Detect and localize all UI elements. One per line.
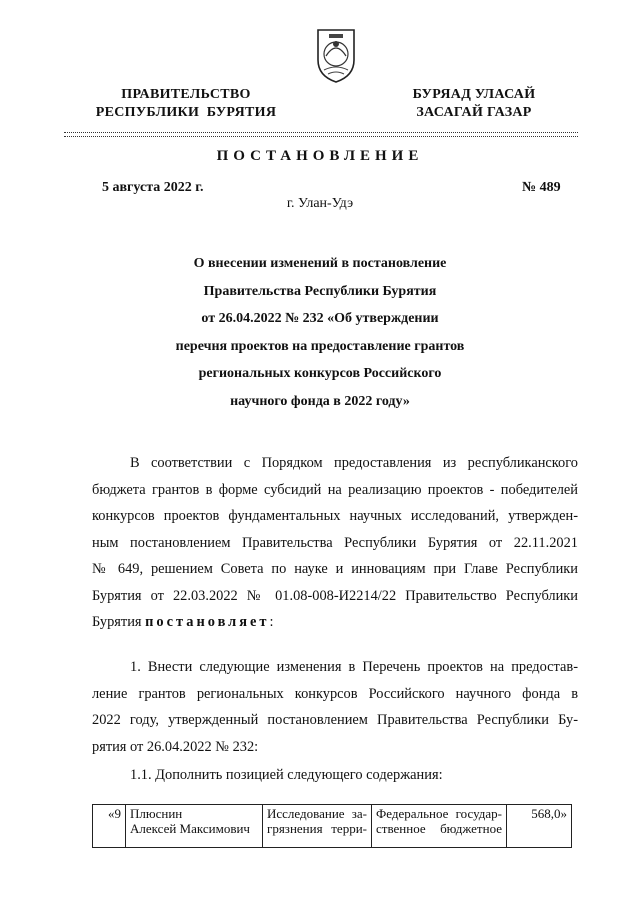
preamble-line: ным постановлением Правительства Республики Бурятия от 22.11.2021	[92, 534, 578, 551]
preamble-line: № 649, решением Совета по науке и инновациям при Главе Республики	[92, 561, 578, 577]
resolves-word: постановляет	[145, 614, 270, 630]
subject-line: перечня проектов на предоставление грантов	[175, 338, 465, 354]
name-line: Алексей Максимович	[130, 821, 250, 836]
table-cell-project	[263, 805, 372, 848]
table-row	[93, 805, 572, 848]
preamble-line: бюджета грантов в форме субсидий на реализацию проектов - победителей	[92, 481, 578, 498]
header-left	[86, 86, 286, 122]
item-1-1-line: 1.1. Дополнить позицией следующего содержания:	[130, 767, 443, 783]
table-cell-name	[126, 805, 263, 848]
org-line: ственное бюджетное	[376, 821, 502, 836]
subject-line: от 26.04.2022 № 232 «Об утверждении	[201, 311, 439, 327]
item-1-line: рятия от 26.04.2022 № 232:	[92, 738, 259, 755]
item-1-line: 1. Внести следующие изменения в Перечень проектов на предостав-	[130, 659, 578, 675]
republic-emblem-icon	[314, 26, 358, 84]
item-1-paragraph	[92, 654, 578, 760]
preamble-line: Бурятия от 22.03.2022 № 01.08-008-И2214/22 Правительство Республики	[92, 587, 578, 604]
table-cell-amount: 568,0»	[507, 805, 572, 848]
preamble-last-suffix: :	[269, 614, 274, 630]
subject-line: научного фонда в 2022 году»	[230, 393, 410, 409]
header-right	[400, 86, 548, 122]
header-divider-bottom	[64, 136, 578, 137]
org-line: Федеральное государ-	[376, 806, 502, 821]
preamble-last-prefix: Бурятия	[92, 614, 146, 630]
position-table	[92, 804, 572, 848]
preamble-last-line	[92, 609, 578, 636]
preamble-line: конкурсов проектов фундаментальных научных исследований, утвержден-	[92, 508, 578, 524]
subject-line: Правительства Республики Бурятия	[203, 283, 437, 299]
table-cell-organization	[372, 805, 507, 848]
header-right-line1: БУРЯАД УЛАСАЙ	[412, 87, 536, 102]
document-city: г. Улан-Удэ	[286, 196, 354, 211]
preamble-paragraph	[92, 450, 578, 636]
document-subject	[150, 250, 490, 416]
header-left-line2: РЕСПУБЛИКИ БУРЯТИЯ	[95, 105, 277, 120]
project-line: грязнения терри-	[267, 821, 367, 836]
subject-line: региональных конкурсов Российского	[198, 366, 442, 382]
header-left-line1: ПРАВИТЕЛЬСТВО	[121, 87, 251, 102]
header-divider-top	[64, 132, 578, 133]
item-1-1-paragraph	[92, 762, 578, 789]
name-line: Плюснин	[130, 806, 183, 821]
item-1-line: ление грантов региональных конкурсов Российского научного фонда в	[92, 685, 578, 702]
header-right-line2: ЗАСАГАЙ ГАЗАР	[416, 105, 532, 120]
document-type: ПОСТАНОВЛЕНИЕ	[216, 148, 424, 164]
item-1-line: 2022 году, утвержденный постановлением Правительства Республики Бу-	[92, 712, 578, 728]
preamble-line: В соответствии с Порядком предоставления из республиканского	[130, 455, 578, 471]
project-line: Исследование за-	[267, 806, 367, 821]
document-number: № 489	[522, 180, 561, 195]
document-date: 5 августа 2022 г.	[102, 180, 204, 195]
table-cell-number: «9	[93, 805, 126, 848]
subject-line: О внесении изменений в постановление	[193, 256, 447, 271]
